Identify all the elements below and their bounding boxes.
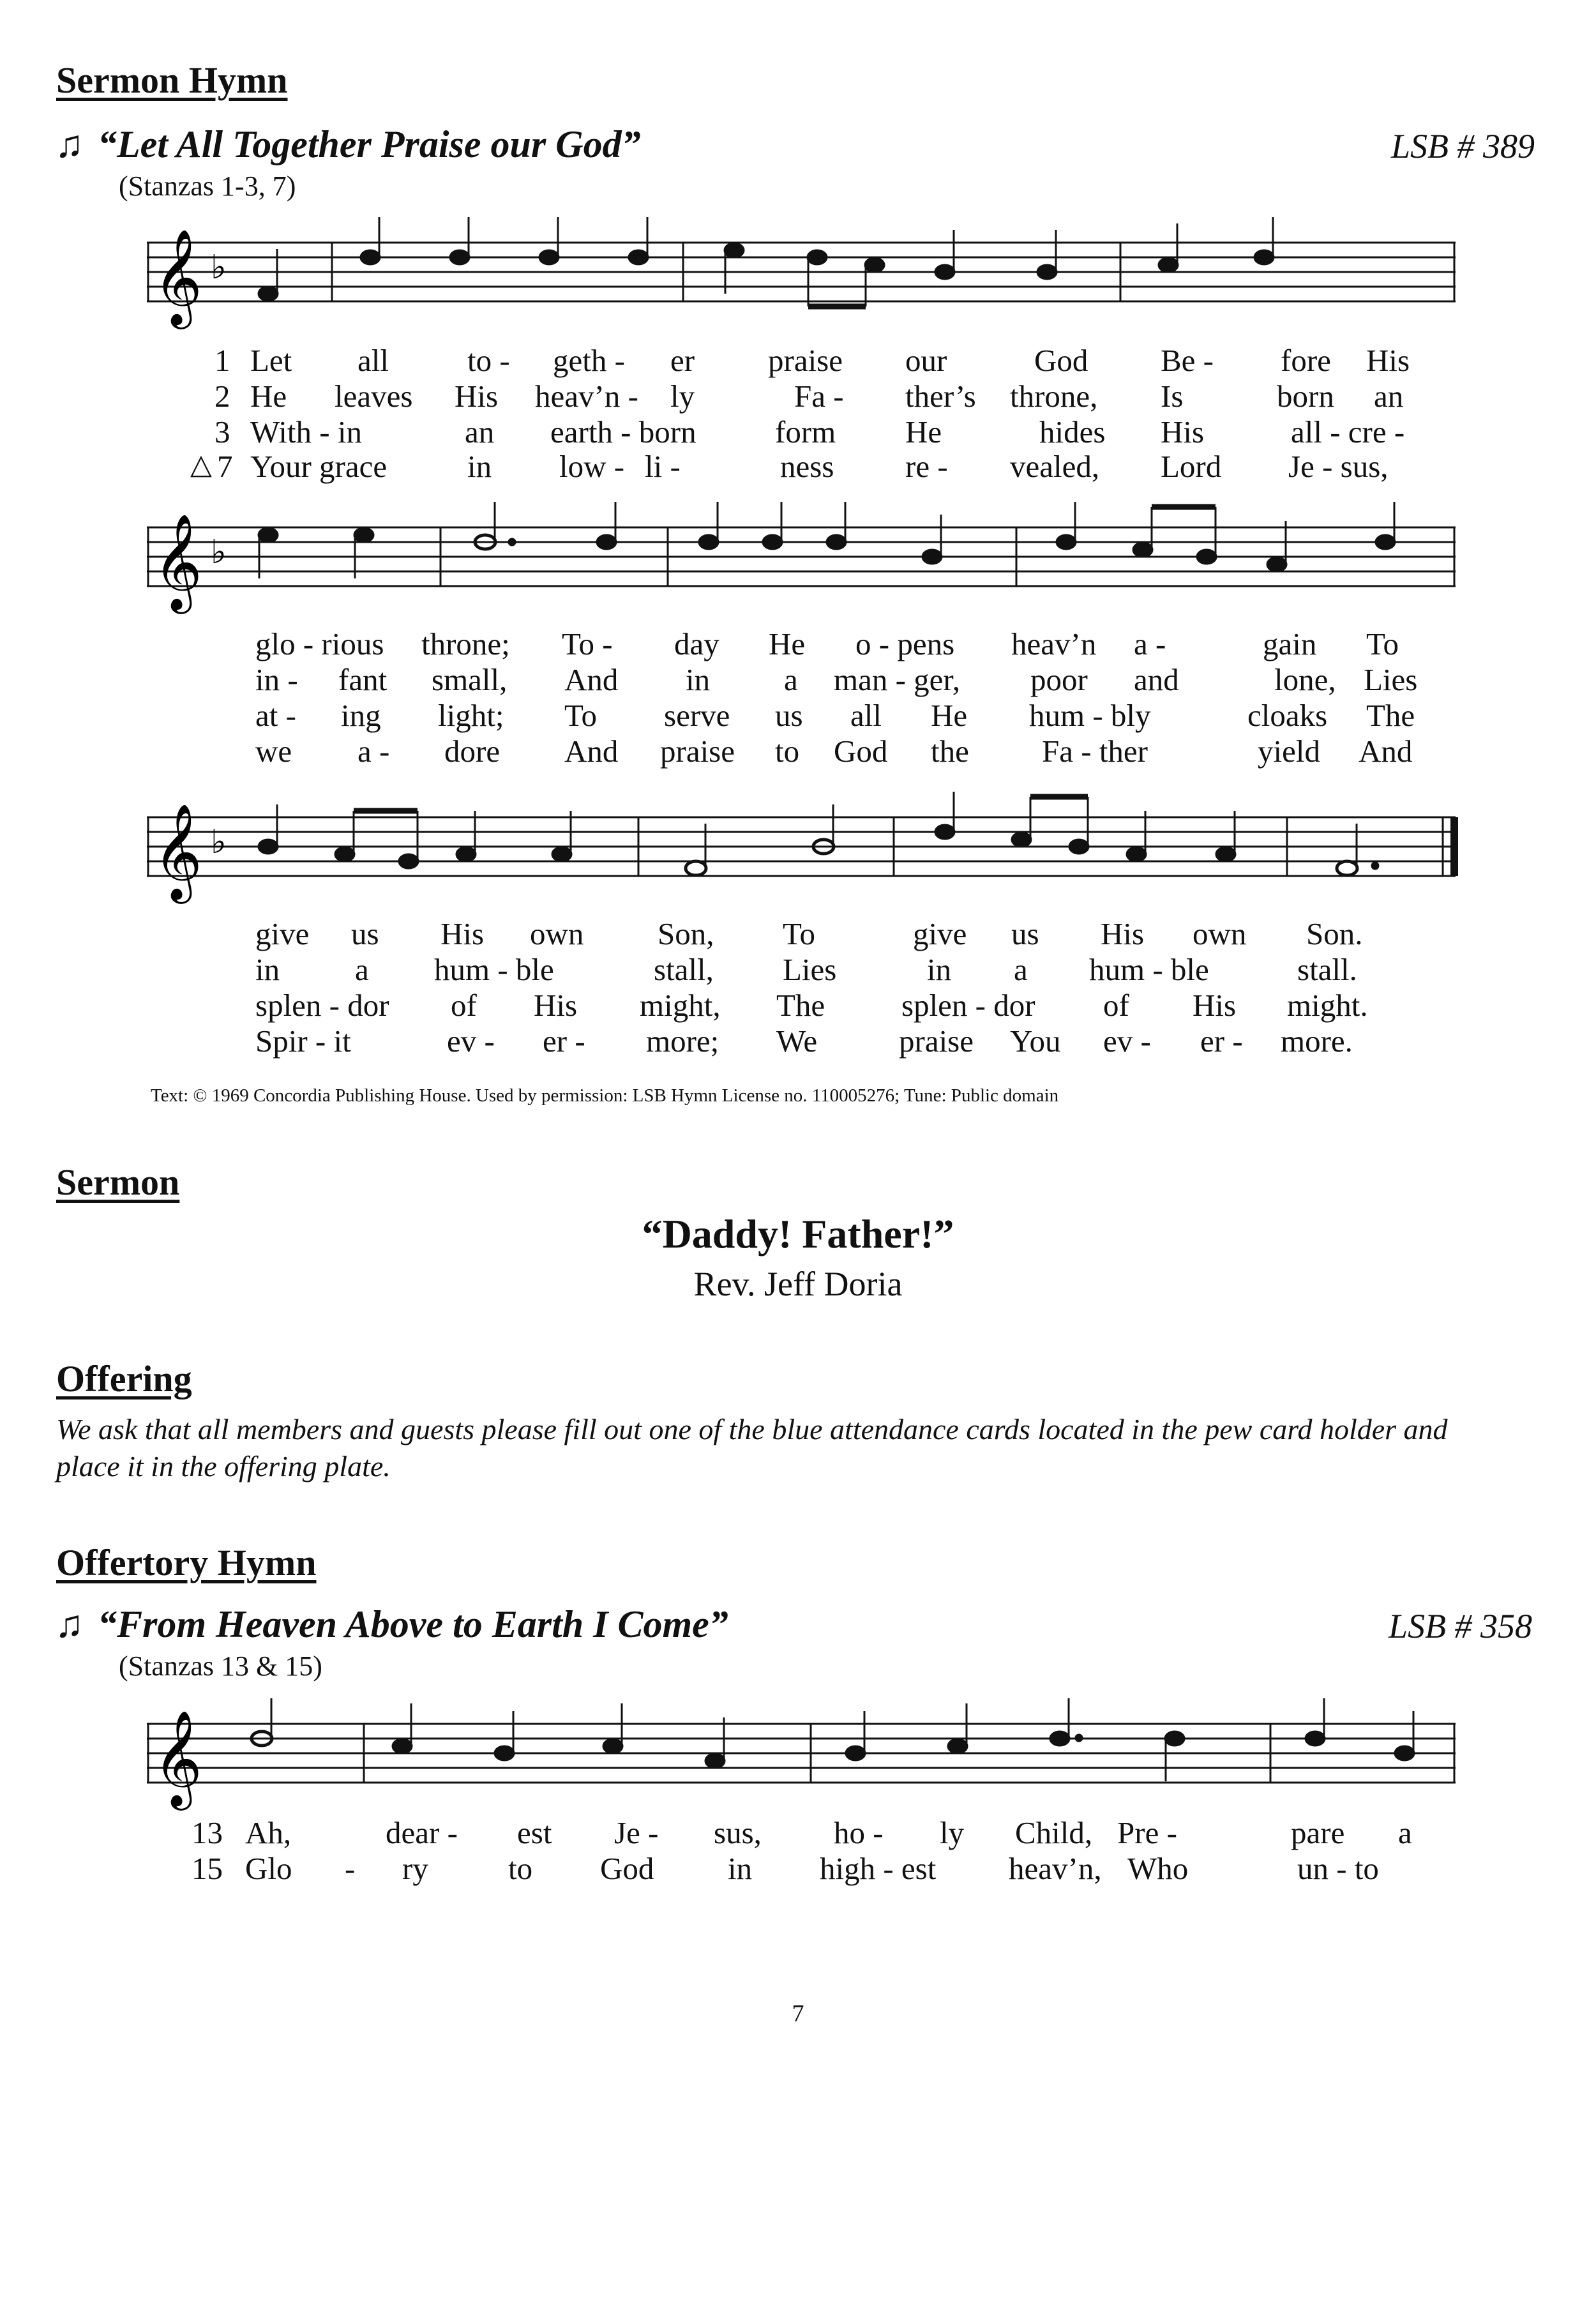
syllable: light;	[438, 698, 504, 733]
syllable: hum - ble	[434, 952, 554, 987]
syllable: Ah,	[245, 1815, 292, 1850]
syllable: and	[1134, 662, 1179, 697]
syllable: The	[776, 988, 825, 1023]
syllable: You	[1010, 1023, 1061, 1059]
syllable: vealed,	[1010, 449, 1100, 484]
syllable: praise	[768, 343, 843, 378]
syllable: an	[1374, 379, 1404, 414]
syllable: Son.	[1306, 916, 1363, 951]
syllable: To	[564, 698, 598, 733]
syllable: Your grace	[250, 449, 388, 484]
syllable: We	[776, 1023, 818, 1059]
syllable: in	[728, 1851, 753, 1886]
syllable: heav’n -	[535, 379, 638, 414]
syllable: all	[850, 698, 882, 733]
flat-icon: ♭	[211, 823, 227, 861]
syllable: His	[455, 379, 499, 414]
syllable: ing	[341, 698, 381, 733]
syllable: His	[1101, 916, 1145, 951]
syllable: more;	[646, 1023, 719, 1059]
syllable: all	[358, 343, 389, 378]
syllable: est	[517, 1815, 552, 1850]
syllable: He	[905, 414, 942, 449]
syllable: With - in	[250, 414, 362, 449]
syllable: us	[351, 916, 379, 951]
syllable: poor	[1030, 662, 1088, 697]
treble-clef-icon: 𝄞	[153, 513, 202, 610]
syllable: earth - born	[550, 414, 696, 449]
syllable: His	[534, 988, 578, 1023]
syllable: ry	[402, 1851, 428, 1886]
syllable: form	[775, 414, 836, 449]
syllable: Is	[1161, 379, 1184, 414]
syllable: -	[345, 1851, 356, 1886]
syllable: leaves	[335, 379, 413, 414]
syllable: might,	[640, 988, 721, 1023]
syllable: To	[783, 916, 816, 951]
syllable: in	[467, 449, 492, 484]
syllable: un - to	[1297, 1851, 1379, 1886]
syllable: Je -	[614, 1815, 659, 1850]
syllable: pare	[1291, 1815, 1345, 1850]
syllable: us	[1011, 916, 1039, 951]
syllable: To -	[562, 626, 613, 661]
syllable: we	[255, 734, 292, 769]
syllable: ther’s	[905, 379, 976, 414]
syllable: gain	[1263, 626, 1317, 661]
syllable: His	[1161, 414, 1205, 449]
syllable: God	[600, 1851, 654, 1886]
syllable: ev -	[1103, 1023, 1151, 1059]
hymn2-number: LSB # 358	[1388, 1607, 1532, 1645]
syllable: throne;	[421, 626, 510, 661]
syllable: in	[686, 662, 711, 697]
stanza-number: 13	[192, 1815, 223, 1850]
hymn2-staff-1	[147, 1698, 1456, 1826]
treble-clef-icon: 𝄞	[153, 228, 202, 325]
treble-clef-icon: 𝄞	[153, 1709, 202, 1806]
syllable: er -	[1200, 1023, 1243, 1059]
flat-icon: ♭	[211, 533, 227, 571]
syllable: a	[355, 952, 369, 987]
syllable: own	[1193, 916, 1247, 951]
syllable: Spir - it	[255, 1023, 351, 1059]
syllable: of	[1103, 988, 1129, 1023]
syllable: praise	[660, 734, 735, 769]
stanza-number: 2	[215, 379, 230, 414]
syllable: And	[1359, 734, 1413, 769]
syllable: He	[769, 626, 806, 661]
music-note-icon: ♫	[55, 123, 84, 165]
syllable: Fa -	[794, 379, 844, 414]
sermon-title: “Daddy! Father!”	[642, 1211, 954, 1256]
syllable: o - pens	[855, 626, 955, 661]
offertory-hymn-heading: Offertory Hymn	[56, 1542, 317, 1583]
syllable: fant	[338, 662, 388, 697]
lyric-row	[0, 1850, 1379, 2323]
flat-icon: ♭	[211, 248, 227, 287]
syllable: own	[530, 916, 584, 951]
syllable: Je - sus,	[1288, 449, 1389, 484]
hymn1-staff-2	[147, 502, 1456, 630]
syllable: He	[931, 698, 968, 733]
stanza-number: 1	[215, 343, 230, 378]
syllable: dear -	[386, 1815, 458, 1850]
syllable: a	[784, 662, 798, 697]
sermon-heading: Sermon	[56, 1161, 180, 1203]
syllable: God	[1034, 343, 1088, 378]
syllable: born	[1277, 379, 1334, 414]
syllable: Pre -	[1117, 1815, 1177, 1850]
syllable: li -	[645, 449, 681, 484]
syllable: geth -	[553, 343, 625, 378]
syllable: a	[1398, 1815, 1412, 1850]
syllable: throne,	[1010, 379, 1098, 414]
syllable: at -	[255, 698, 296, 733]
syllable: stall,	[654, 952, 714, 987]
hymn1-stanzas: (Stanzas 1-3, 7)	[119, 170, 296, 202]
hymn1-copyright: Text: © 1969 Concordia Publishing House. Used by permission: LSB Hymn License no. 110005276; Tune: Public domain	[151, 1085, 1059, 1106]
syllable: Who	[1127, 1851, 1189, 1886]
syllable: hum - ble	[1089, 952, 1209, 987]
hymn2-title-row	[55, 1603, 728, 1647]
sermon-hymn-heading: Sermon Hymn	[56, 59, 288, 101]
syllable: small,	[432, 662, 508, 697]
stanza-number: 15	[192, 1851, 223, 1886]
syllable: Son,	[658, 916, 714, 951]
hymn1-title: “Let All Together Praise our God”	[98, 123, 641, 165]
syllable: in -	[255, 662, 298, 697]
syllable: serve	[664, 698, 730, 733]
syllable: stall.	[1297, 952, 1357, 987]
page-number: 7	[792, 2000, 804, 2027]
syllable: Lies	[1364, 662, 1418, 697]
syllable: To	[1366, 626, 1399, 661]
stanza-number: 3	[215, 414, 230, 449]
syllable: a -	[358, 734, 390, 769]
syllable: us	[775, 698, 803, 733]
offering-heading: Offering	[56, 1358, 192, 1400]
hymn2-title: “From Heaven Above to Earth I Come”	[98, 1603, 728, 1645]
syllable: in	[927, 952, 952, 987]
syllable: And	[564, 734, 619, 769]
syllable: splen - dor	[255, 988, 389, 1023]
syllable: ho -	[834, 1815, 884, 1850]
syllable: to -	[467, 343, 510, 378]
syllable: er	[670, 343, 695, 378]
syllable: lone,	[1274, 662, 1336, 697]
syllable: in	[255, 952, 280, 987]
syllable: Fa - ther	[1042, 734, 1148, 769]
syllable: Lord	[1161, 449, 1222, 484]
sermon-preacher: Rev. Jeff Doria	[693, 1265, 903, 1303]
syllable: our	[905, 343, 947, 378]
syllable: Let	[250, 343, 292, 378]
syllable: the	[931, 734, 969, 769]
hymn1-number: LSB # 389	[1390, 127, 1535, 165]
syllable: splen - dor	[901, 988, 1035, 1023]
syllable: er -	[543, 1023, 585, 1059]
syllable: Be -	[1161, 343, 1214, 378]
syllable: to	[775, 734, 800, 769]
syllable: cloaks	[1247, 698, 1328, 733]
syllable: Glo	[245, 1851, 292, 1886]
syllable: glo - rious	[255, 626, 384, 661]
syllable: ev -	[447, 1023, 495, 1059]
syllable: heav’n,	[1009, 1851, 1102, 1886]
syllable: sus,	[714, 1815, 762, 1850]
syllable: hum - bly	[1029, 698, 1151, 733]
syllable: ly	[670, 379, 695, 414]
music-note-icon: ♫	[55, 1603, 84, 1645]
syllable: a -	[1134, 626, 1166, 661]
syllable: dore	[444, 734, 501, 769]
syllable: praise	[899, 1023, 974, 1059]
syllable: low -	[559, 449, 625, 484]
syllable: He	[250, 379, 287, 414]
syllable: give	[913, 916, 967, 951]
syllable: might.	[1287, 988, 1368, 1023]
syllable: high - est	[820, 1851, 937, 1886]
treble-clef-icon: 𝄞	[153, 803, 202, 900]
syllable: ly	[940, 1815, 965, 1850]
syllable: The	[1366, 698, 1415, 733]
syllable: man - ger,	[834, 662, 961, 697]
offering-instructions: We ask that all members and guests please fill out one of the blue attendance cards located in the pew card holder and place it in the offering plate.	[56, 1413, 1448, 1483]
syllable: all - cre -	[1291, 414, 1405, 449]
syllable: His	[440, 916, 485, 951]
syllable: more.	[1281, 1023, 1353, 1059]
syllable: of	[451, 988, 477, 1023]
syllable: yield	[1258, 734, 1320, 769]
syllable: God	[834, 734, 888, 769]
syllable: Child,	[1015, 1815, 1093, 1850]
triangle-icon: △	[190, 449, 212, 480]
syllable: His	[1193, 988, 1237, 1023]
stanza-number: 7	[217, 449, 233, 484]
syllable: give	[255, 916, 310, 951]
syllable: hides	[1039, 414, 1106, 449]
hymn1-staff-3	[147, 792, 1456, 919]
hymn1-staff-1	[147, 217, 1456, 345]
syllable: an	[465, 414, 495, 449]
syllable: ness	[780, 449, 834, 484]
syllable: day	[674, 626, 719, 661]
syllable: Lies	[783, 952, 837, 987]
syllable: to	[508, 1851, 533, 1886]
syllable: re -	[905, 449, 948, 484]
syllable: fore	[1281, 343, 1331, 378]
syllable: heav’n	[1011, 626, 1097, 661]
syllable: His	[1366, 343, 1410, 378]
syllable: And	[564, 662, 619, 697]
hymn2-stanzas: (Stanzas 13 & 15)	[119, 1650, 322, 1682]
syllable: a	[1014, 952, 1028, 987]
hymn1-title-row	[55, 123, 641, 167]
